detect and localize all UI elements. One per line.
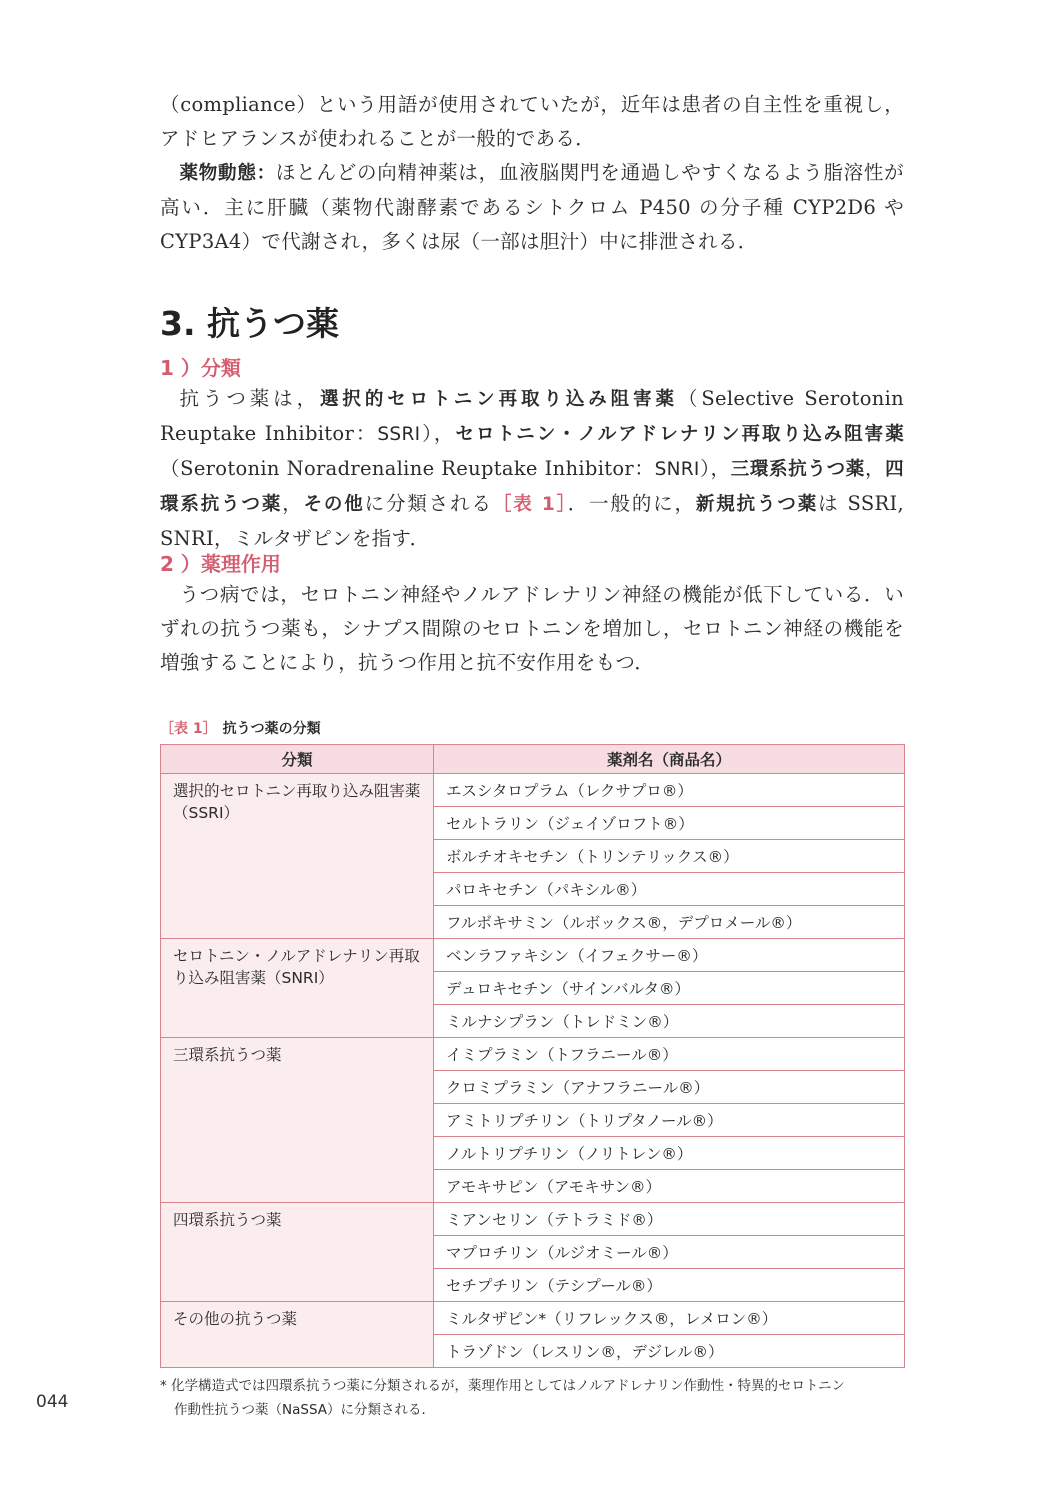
term-new-antidepressants: 新規抗うつ薬 — [695, 494, 819, 515]
classification-heading: 1 ）分類 — [160, 356, 241, 380]
pharmacokinetics-label: 薬物動態： — [179, 163, 276, 184]
drug-cell: セルトラリン（ジェイゾロフト®） — [434, 807, 905, 840]
drug-cell: クロミプラミン（アナフラニール®） — [434, 1071, 905, 1104]
abbr-ssri: SSRI — [377, 424, 421, 445]
abbr-snri: SNRI — [654, 459, 700, 480]
footnote-line-2: 作動性抗うつ薬（NaSSA）に分類される． — [174, 1402, 435, 1418]
pharmacokinetics-paragraph — [160, 156, 904, 259]
pharmacology-heading: 2 ）薬理作用 — [160, 552, 281, 576]
table-reference-link[interactable]: ［表 1］ — [492, 494, 568, 515]
classification-text: に分類される — [364, 492, 493, 515]
antidepressant-table — [160, 744, 905, 1368]
classification-text: は SSRI, SNRI，ミルタザピンを指す． — [160, 492, 904, 550]
term-tetracyclic: 四環系抗うつ薬 — [160, 459, 904, 515]
page-number: 044 — [36, 1392, 69, 1412]
drug-cell: デュロキセチン（サインバルタ®） — [434, 972, 905, 1005]
table-row — [161, 1302, 905, 1335]
drug-cell: イミプラミン（トフラニール®） — [434, 1038, 905, 1071]
drug-cell: アミトリプチリン（トリプタノール®） — [434, 1104, 905, 1137]
footnote — [160, 1374, 920, 1422]
category-cell: セロトニン・ノルアドレナリン再取り込み阻害薬（SNRI） — [161, 939, 434, 1038]
intro-paragraph — [160, 88, 904, 156]
category-cell: その他の抗うつ薬 — [161, 1302, 434, 1368]
term-ssri: 選択的セロトニン再取り込み阻害薬 — [320, 389, 678, 410]
category-cell: 三環系抗うつ薬 — [161, 1038, 434, 1203]
table-header-row — [161, 745, 905, 774]
category-cell: 選択的セロトニン再取り込み阻害薬（SSRI） — [161, 774, 434, 939]
drug-cell: セチプチリン（テシプール®） — [434, 1269, 905, 1302]
drug-cell: ボルチオキセチン（トリンテリックス®） — [434, 840, 905, 873]
classification-text: （Serotonin Noradrenaline Reuptake Inhibitor： — [160, 457, 655, 480]
table-row — [161, 1038, 905, 1071]
drug-cell: ミルタザピン*（リフレックス®，レメロン®） — [434, 1302, 905, 1335]
classification-text: ）， — [420, 422, 456, 445]
header-category: 分類 — [161, 745, 434, 774]
table-caption — [160, 718, 321, 738]
drug-cell: ベンラファキシン（イフェクサー®） — [434, 939, 905, 972]
drug-cell: フルボキサミン（ルボックス®，デプロメール®） — [434, 906, 905, 939]
category-cell: 四環系抗うつ薬 — [161, 1203, 434, 1302]
table-row — [161, 774, 905, 807]
classification-text: ， — [864, 457, 886, 480]
drug-cell: パロキセチン（パキシル®） — [434, 873, 905, 906]
pharmacology-paragraph — [160, 578, 904, 680]
term-tricyclic: 三環系抗うつ薬 — [730, 459, 865, 480]
drug-cell: ミルナシプラン（トレドミン®） — [434, 1005, 905, 1038]
table-row — [161, 939, 905, 972]
classification-text: ）， — [699, 457, 731, 480]
drug-cell: アモキサピン（アモキサン®） — [434, 1170, 905, 1203]
classification-text: （Selective Serotonin Reuptake Inhibitor： — [160, 387, 904, 445]
table-caption-tag: ［表 1］ — [160, 721, 217, 737]
table-row — [161, 1203, 905, 1236]
term-snri: セロトニン・ノルアドレナリン再取り込み阻害薬 — [455, 424, 905, 445]
pharmacokinetics-text: ほとんどの向精神薬は，血液脳関門を通過しやすくなるよう脂溶性が高い．主に肝臓（薬物代謝酵素であるシトクロム P450 の分子種 CYP2D6 や CYP3A4）で代謝され，多くは尿（一部は胆汁）中に排泄される． — [160, 161, 904, 253]
table-caption-text: 抗うつ薬の分類 — [222, 721, 321, 737]
pharmacology-text: うつ病では，セロトニン神経やノルアドレナリン神経の機能が低下している．いずれの抗うつ薬も，シナプス間隙のセロトニンを増加し，セロトニン神経の機能を増強することにより，抗うつ作用と抗不安作用をもつ． — [160, 583, 904, 674]
section-title: 3. 抗うつ薬 — [160, 304, 339, 343]
classification-paragraph — [160, 382, 904, 556]
drug-cell: ノルトリプチリン（ノリトレン®） — [434, 1137, 905, 1170]
drug-cell: マプロチリン（ルジオミール®） — [434, 1236, 905, 1269]
classification-text: ， — [282, 492, 304, 515]
footnote-line-1: * 化学構造式では四環系抗うつ薬に分類されるが，薬理作用としてはノルアドレナリン作動性・特異的セロトニン — [160, 1378, 845, 1394]
drug-cell: ミアンセリン（テトラミド®） — [434, 1203, 905, 1236]
classification-text: 抗うつ薬は， — [179, 387, 320, 410]
table-body — [161, 774, 905, 1368]
term-other: その他 — [303, 494, 365, 515]
drug-cell: トラゾドン（レスリン®，デジレル®） — [434, 1335, 905, 1368]
classification-text: ．一般的に， — [567, 492, 696, 515]
drug-cell: エスシタロプラム（レクサプロ®） — [434, 774, 905, 807]
intro-text: （compliance）という用語が使用されていたが，近年は患者の自主性を重視し，アドヒアランスが使われることが一般的である． — [160, 93, 904, 150]
header-drug-name: 薬剤名（商品名） — [434, 745, 905, 774]
